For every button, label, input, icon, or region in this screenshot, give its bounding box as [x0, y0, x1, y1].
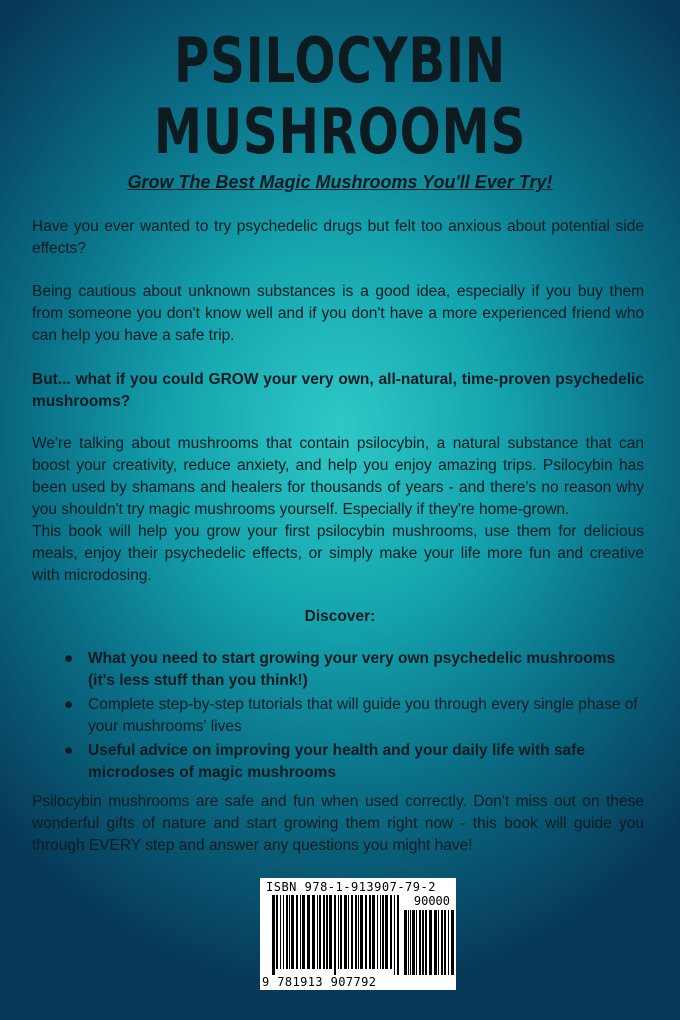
- list-item: [62, 648, 642, 692]
- paragraph-closing: Psilocybin mushrooms are safe and fun when used correctly. Don't miss out on these wonderful gifts of nature and start growing them right now - this book will guide you through EVERY step and answer any questions you might have!: [32, 793, 644, 854]
- list-item: [62, 740, 642, 784]
- list-item-text: Useful advice on improving your health and your daily life with safe microdoses of magic mushrooms: [88, 742, 585, 781]
- title-line-1: PSILOCYBIN: [173, 24, 507, 97]
- paragraph-intro: Have you ever wanted to try psychedelic drugs but felt too anxious about potential side effects?: [32, 218, 644, 257]
- isbn-label: ISBN 978-1-913907-79-2: [266, 880, 436, 894]
- list-item: [62, 694, 642, 738]
- title-line-2: MUSHROOMS: [153, 95, 527, 168]
- discover-heading: Discover:: [304, 608, 376, 625]
- list-item-text: Complete step-by-step tutorials that will guide you through every single phase of your mushrooms' lives: [88, 696, 638, 735]
- paragraph-hook: But... what if you could GROW your very own, all-natural, time-proven psychedelic mushrooms?: [32, 371, 644, 410]
- paragraph-book: This book will help you grow your first psilocybin mushrooms, use them for delicious meals, enjoy their psychedelic effects, or simply make your life more fun and creative with microdosing.: [32, 523, 644, 584]
- ean-digits: 9 781913 907792: [262, 975, 377, 989]
- discover-list: [62, 648, 642, 786]
- paragraph-caution: Being cautious about unknown substances is a good idea, especially if you buy them from someone you don't know well and if you don't have a more experienced friend who can help you have a safe trip.: [32, 283, 644, 344]
- price-code: 90000: [413, 894, 450, 908]
- barcode-bars-icon: [260, 878, 456, 990]
- subtitle: Grow The Best Magic Mushrooms You'll Ever Try!: [127, 172, 553, 192]
- bullet-dot-icon: ●: [64, 742, 74, 759]
- list-item-text: What you need to start growing your very own psychedelic mushrooms (it's less stuff than you think!): [88, 650, 616, 689]
- isbn-barcode: [260, 878, 456, 990]
- paragraph-psilocybin: We're talking about mushrooms that contain psilocybin, a natural substance that can boost your creativity, reduce anxiety, and help you enjoy amazing trips. Psilocybin has been used by shamans and healers for thousands of years - and there's no reason why you shouldn't try magic mushrooms yourself. Especially if they're home-grown.: [32, 435, 644, 518]
- bullet-dot-icon: ●: [64, 696, 74, 713]
- bullet-dot-icon: ●: [64, 650, 74, 667]
